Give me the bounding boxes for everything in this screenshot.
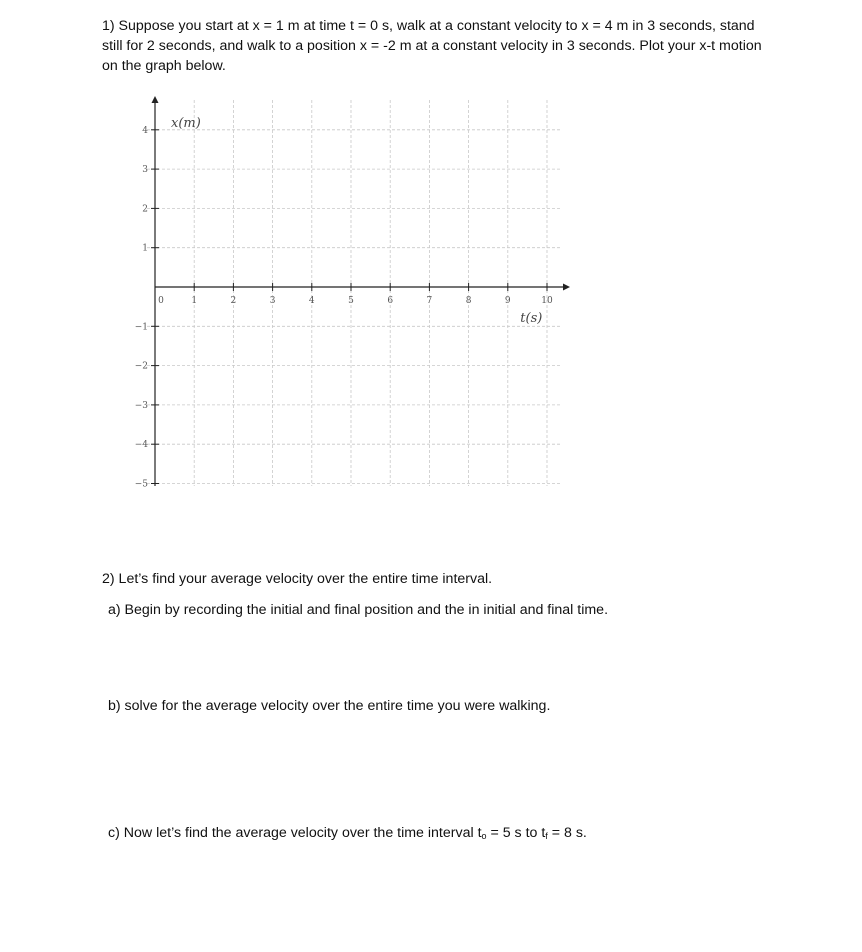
y-tick-label--5: −5: [134, 479, 148, 490]
x-tick-label-4: 4: [308, 296, 315, 306]
x-tick-label-7: 7: [426, 296, 433, 306]
question-2-intro: 2) Let’s find your average velocity over the entire time interval.: [102, 571, 493, 587]
y-tick-label-3: 3: [142, 165, 148, 176]
x-tick-label-10: 10: [541, 296, 553, 306]
tick-labels: [135, 126, 553, 490]
question-2c-middle: = 5 s to t: [486, 825, 546, 841]
question-1-text: 1) Suppose you start at x = 1 m at time t = 0 s, walk at a constant velocity to x = 4 m in 3 seconds, stand still for 2 seconds, and walk to a position x = -2 m at a constant velocity in 3 seconds. Plot your x-t motion on the graph below.: [102, 18, 762, 74]
x-tick-label-3: 3: [269, 296, 276, 306]
x-axis-arrow: [563, 284, 570, 291]
x-tick-label-5: 5: [348, 296, 354, 306]
x-tick-label-6: 6: [387, 296, 394, 306]
x-axis-label: t(s): [520, 311, 543, 326]
y-tick-label--3: −3: [134, 400, 148, 411]
question-2c-prefix: c) Now let’s find the average velocity over the time interval t: [108, 825, 482, 841]
y-tick-label--4: −4: [134, 440, 148, 451]
question-2a: a) Begin by recording the initial and final position and the in initial and final time.: [108, 602, 609, 618]
axes: [151, 96, 570, 486]
subscript-o: o: [481, 831, 487, 841]
x-tick-label-9: 9: [504, 296, 511, 306]
y-tick-label-4: 4: [142, 125, 148, 136]
question-2c-suffix: = 8 s.: [547, 825, 587, 841]
x-tick-label-0: 0: [158, 296, 164, 306]
y-tick-label--2: −2: [134, 361, 148, 372]
x-tick-label-2: 2: [230, 296, 237, 306]
y-tick-label-1: 1: [142, 243, 148, 254]
y-tick-label-2: 2: [142, 204, 148, 215]
question-2b: b) solve for the average velocity over the entire time you were walking.: [108, 698, 551, 714]
grid-lines: [147, 100, 562, 486]
y-axis-label: x(m): [171, 116, 201, 131]
subscript-f: f: [545, 831, 548, 841]
y-tick-label--1: −1: [134, 322, 148, 333]
x-tick-label-1: 1: [191, 296, 198, 306]
question-2c: [108, 823, 587, 846]
y-axis-arrow: [152, 96, 159, 103]
x-tick-label-8: 8: [465, 296, 472, 306]
